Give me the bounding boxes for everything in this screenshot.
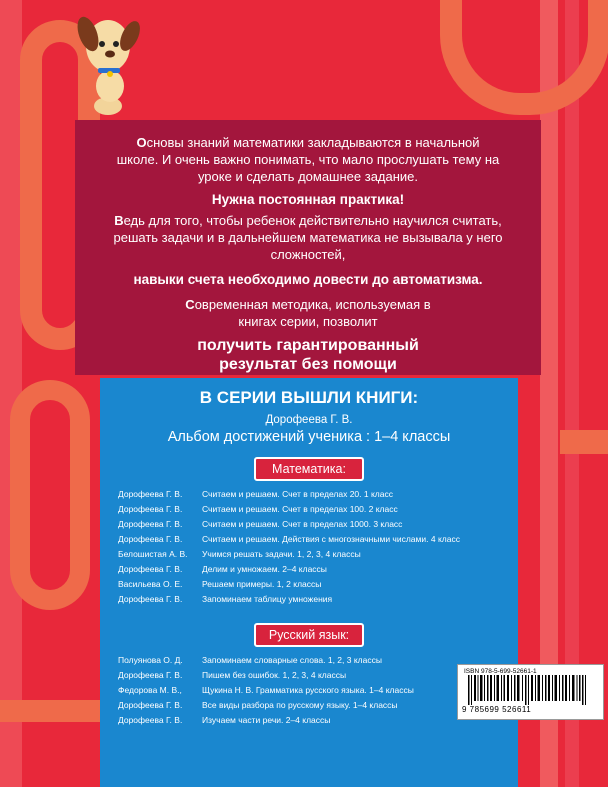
dog-mascot-icon: [72, 6, 142, 118]
book-title: Считаем и решаем. Счет в пределах 20. 1 класс: [202, 489, 393, 499]
book-row: [100, 713, 518, 728]
intro-text: сновы знаний математики закладываются в начальной школе. И очень важно понимать, что мало прослушать тему на уроке и сделать домашнее задание.: [116, 135, 500, 184]
book-title: Запоминаем словарные слова. 1, 2, 3 классы: [202, 655, 382, 665]
book-title: Считаем и решаем. Счет в пределах 1000. 3 класс: [202, 519, 403, 529]
book-author: Дорофеева Г. В.: [118, 534, 183, 544]
book-author: Васильева О. Е.: [118, 579, 183, 589]
bg-plus-shape: [0, 700, 100, 722]
book-title: Щукина Н. В. Грамматика русского языка. 1–4 классы: [202, 685, 414, 695]
book-title: Решаем примеры. 1, 2 классы: [202, 579, 322, 589]
book-author: Белошистая А. В.: [118, 549, 188, 559]
book-row: [100, 562, 518, 577]
intro-panel: [75, 120, 541, 375]
bg-digit-shape: [10, 380, 90, 610]
barcode-icon: [462, 675, 599, 705]
intro-paragraph-3: [75, 296, 541, 330]
book-author: Дорофеева Г. В.: [118, 519, 183, 529]
intro-conclusion: получить гарантированный результат без помощи: [197, 337, 419, 373]
book-row: [100, 532, 518, 547]
book-author: Дорофеева Г. В.: [118, 504, 183, 514]
book-row: [100, 547, 518, 562]
math-book-list: [100, 487, 518, 607]
book-author: Дорофеева Г. В.: [118, 594, 183, 604]
intro-text: едь для того, чтобы ребенок действительно научился считать, решать задачи и в дальнейшем математика не вызывала у него сложностей,: [113, 213, 503, 262]
math-section-label: Математика:: [254, 457, 364, 481]
intro-highlight: навыки счета необходимо довести до автоматизма.: [133, 272, 483, 287]
book-row: [100, 653, 518, 668]
drop-initial: В: [114, 213, 124, 228]
book-row: [100, 517, 518, 532]
book-author: Дорофеева Г. В.: [118, 715, 183, 725]
book-title: Изучаем части речи. 2–4 классы: [202, 715, 331, 725]
drop-initial: С: [185, 297, 195, 312]
isbn-barcode: [457, 664, 604, 720]
book-title: Пишем без ошибок. 1, 2, 3, 4 классы: [202, 670, 347, 680]
book-author: Федорова М. В.,: [118, 685, 182, 695]
russian-section-label: Русский язык:: [254, 623, 364, 647]
bg-digit-shape: [440, 0, 608, 115]
book-row: [100, 577, 518, 592]
intro-highlight: Нужна постоянная практика!: [211, 192, 405, 207]
intro-paragraph-1: [75, 134, 541, 185]
bg-plus-shape: [560, 430, 608, 454]
intro-paragraph-2: [75, 212, 541, 263]
book-row: [100, 487, 518, 502]
book-title: Считаем и решаем. Счет в пределах 100. 2 класс: [202, 504, 398, 514]
book-author: Дорофеева Г. В.: [118, 564, 183, 574]
book-row: [100, 683, 518, 698]
drop-initial: О: [136, 135, 147, 150]
barcode-number: 9 785699 526611: [462, 705, 532, 714]
book-row: [100, 502, 518, 517]
book-row: [100, 698, 518, 713]
book-author: Дорофеева Г. В.: [118, 670, 183, 680]
book-title: Считаем и решаем. Действия с многозначными числами. 4 класс: [202, 534, 460, 544]
book-title: Делим и умножаем. 2–4 классы: [202, 564, 327, 574]
intro-text: овременная методика, используемая в книгах серии, позволит: [194, 297, 431, 329]
book-author: Дорофеева Г. В.: [118, 489, 183, 499]
series-album: Альбом достижений ученика : 1–4 классы: [167, 429, 451, 445]
book-author: Дорофеева Г. В.: [118, 700, 183, 710]
book-series-panel: [100, 378, 518, 787]
series-title: В СЕРИИ ВЫШЛИ КНИГИ:: [199, 388, 419, 407]
series-author: Дорофеева Г. В.: [265, 414, 353, 426]
book-row: [100, 668, 518, 683]
book-author: Полуянова О. Д.: [118, 655, 183, 665]
book-row: [100, 592, 518, 607]
book-title: Запоминаем таблицу умножения: [202, 594, 333, 604]
book-title: Учимся решать задачи. 1, 2, 3, 4 классы: [202, 549, 361, 559]
isbn-text: ISBN 978-5-699-52661-1: [464, 668, 537, 675]
russian-book-list: [100, 653, 518, 728]
book-title: Все виды разбора по русскому языку. 1–4 классы: [202, 700, 398, 710]
